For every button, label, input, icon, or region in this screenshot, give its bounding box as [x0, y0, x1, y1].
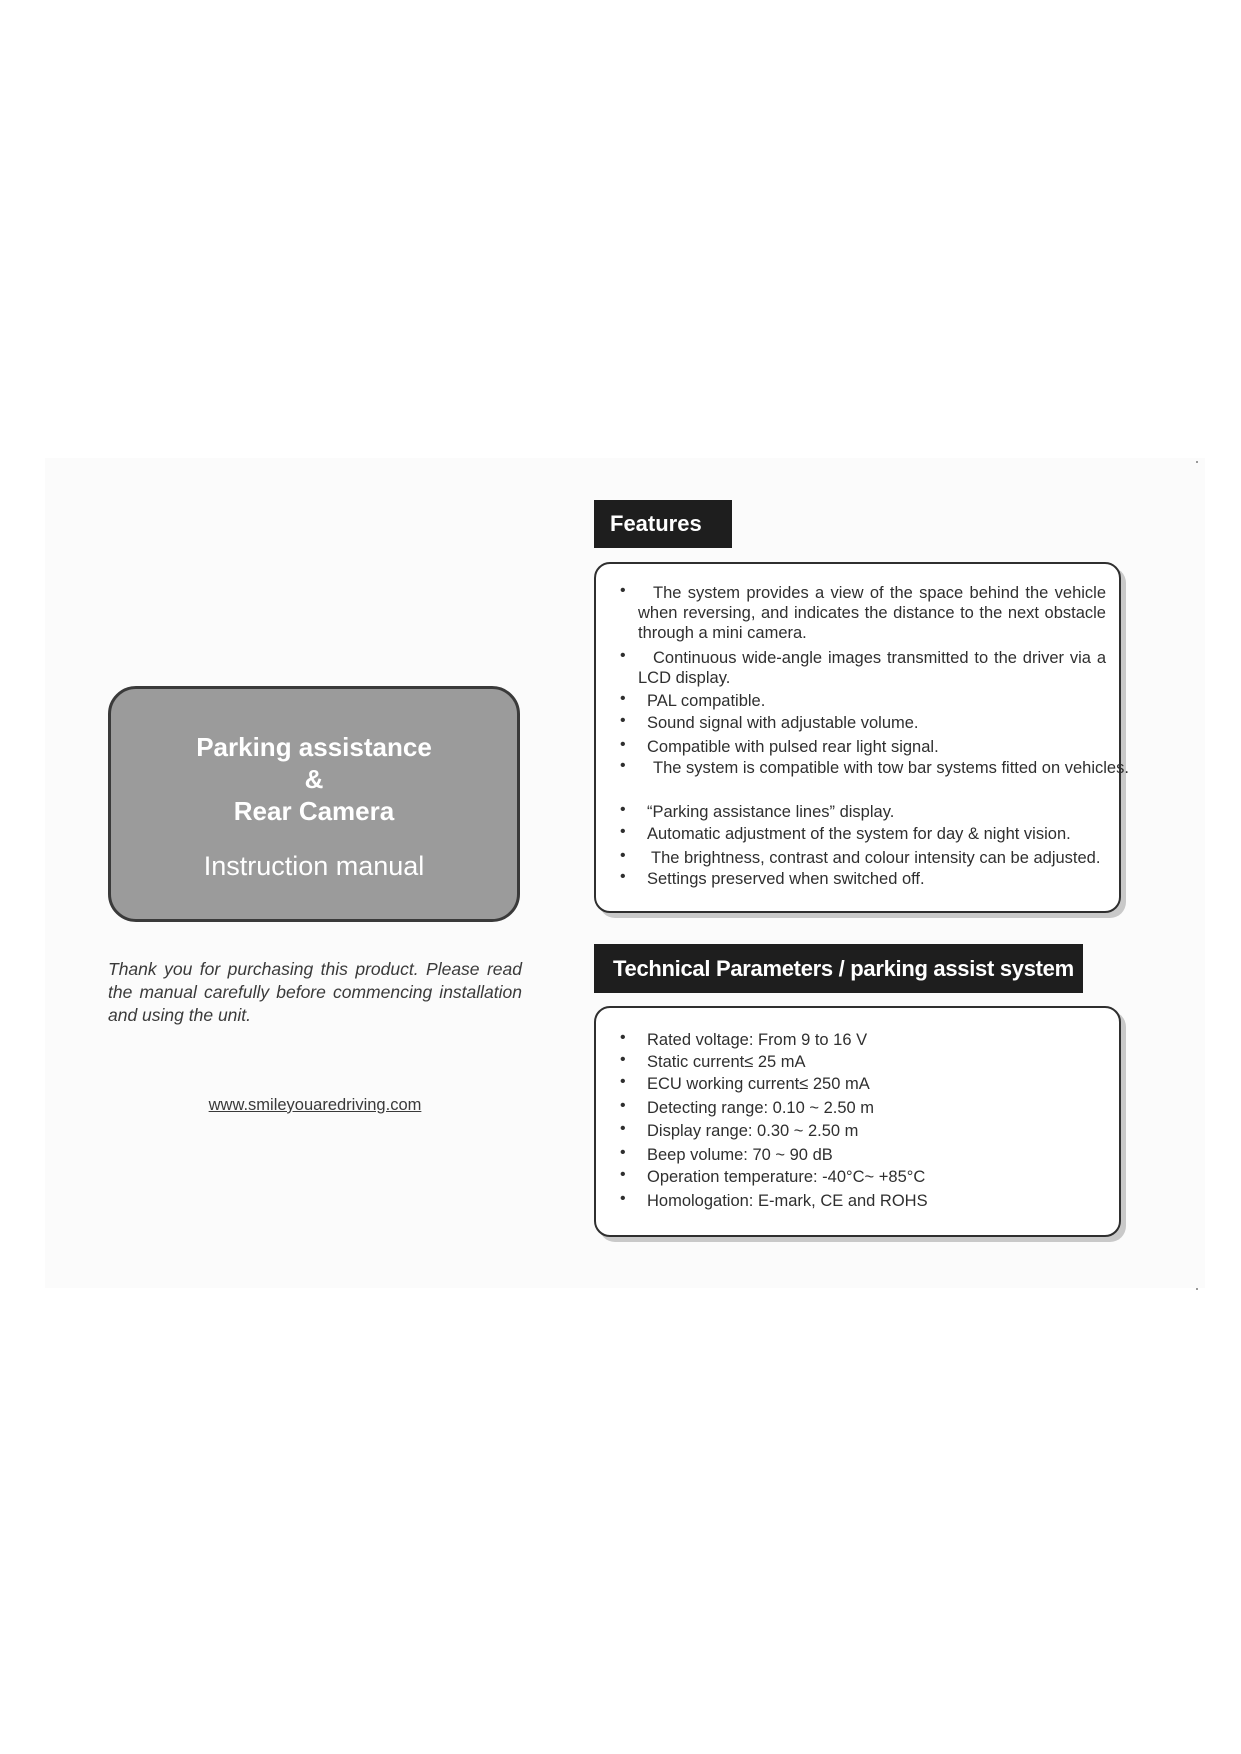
- bullet-icon: •: [620, 582, 626, 599]
- cover-title-line1: Parking assistance: [196, 732, 432, 762]
- bullet-icon: •: [620, 1073, 626, 1090]
- bullet-icon: •: [620, 647, 626, 664]
- technical-list: [596, 1008, 1119, 1235]
- bullet-icon: •: [620, 1097, 626, 1114]
- tech-item: ECU working current≤ 250 mA: [647, 1075, 870, 1093]
- feature-item: The system provides a view of the space behind the vehicle when reversing, and indicates the distance to the next obstacle through a mini camera.: [638, 584, 1106, 642]
- features-heading: [594, 500, 732, 548]
- bullet-icon: •: [620, 1144, 626, 1161]
- cover-title-ampersand: &: [304, 764, 324, 794]
- feature-item: Compatible with pulsed rear light signal.: [647, 738, 939, 756]
- features-heading-text: Features: [610, 511, 702, 536]
- bullet-icon: •: [620, 1166, 626, 1183]
- technical-heading-text: Technical Parameters / parking assist system: [613, 955, 1074, 981]
- features-list: [596, 564, 1129, 911]
- feature-item: The system is compatible with tow bar systems fitted on vehicles.: [653, 759, 1129, 777]
- tech-item: Detecting range: 0.10 ~ 2.50 m: [647, 1099, 875, 1117]
- tech-item: Rated voltage: From 9 to 16 V: [647, 1031, 868, 1049]
- feature-item: The brightness, contrast and colour intensity can be adjusted.: [651, 849, 1101, 867]
- tech-item: Beep volume: 70 ~ 90 dB: [647, 1146, 833, 1164]
- features-box: [594, 562, 1129, 913]
- bullet-icon: •: [620, 712, 626, 729]
- feature-item: Settings preserved when switched off.: [647, 870, 925, 888]
- feature-item: PAL compatible.: [647, 692, 766, 710]
- scan-mark: [1196, 461, 1198, 463]
- tech-item: Display range: 0.30 ~ 2.50 m: [647, 1122, 859, 1140]
- technical-heading: [594, 944, 1083, 993]
- bullet-icon: •: [620, 1051, 626, 1068]
- bullet-icon: •: [620, 868, 626, 885]
- technical-box: [594, 1006, 1121, 1237]
- bullet-icon: •: [620, 1120, 626, 1137]
- website-link[interactable]: www.smileyouaredriving.com: [208, 1096, 422, 1114]
- tech-item: Static current≤ 25 mA: [647, 1053, 806, 1071]
- bullet-icon: •: [620, 823, 626, 840]
- bullet-icon: •: [620, 736, 626, 753]
- feature-item: Continuous wide-angle images transmitted to the driver via a LCD display.: [638, 649, 1106, 687]
- scan-mark: [1196, 1288, 1198, 1290]
- cover-subtitle: Instruction manual: [203, 851, 425, 881]
- bullet-icon: •: [620, 1190, 626, 1207]
- tech-item: Operation temperature: -40°C~ +85°C: [647, 1168, 926, 1186]
- feature-item: Sound signal with adjustable volume.: [647, 714, 919, 732]
- cover-title-box: [108, 686, 520, 922]
- bullet-icon: •: [620, 757, 626, 774]
- bullet-icon: •: [620, 847, 626, 864]
- bullet-icon: •: [620, 690, 626, 707]
- cover-title-line3: Rear Camera: [233, 796, 395, 826]
- tech-item: Homologation: E-mark, CE and ROHS: [647, 1192, 928, 1210]
- intro-text: Thank you for purchasing this product. Please read the manual carefully before commencing installation and using the unit.: [108, 959, 522, 1025]
- bullet-icon: •: [620, 1029, 626, 1046]
- feature-item: “Parking assistance lines” display.: [647, 803, 895, 821]
- feature-item: Automatic adjustment of the system for day & night vision.: [647, 825, 1071, 843]
- bullet-icon: •: [620, 801, 626, 818]
